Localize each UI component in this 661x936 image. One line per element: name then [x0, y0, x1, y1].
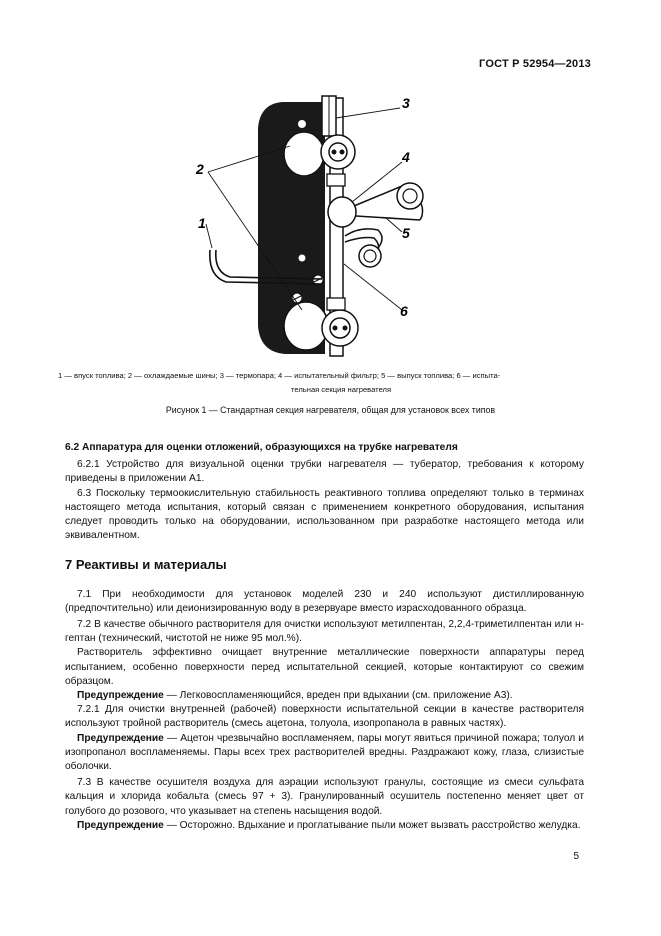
warning-3-text: — Осторожно. Вдыхание и проглатывание пыли может вызвать расстройство желудка.	[163, 819, 581, 831]
warning-1-text: — Легковоспламеняющийся, вреден при вдыхании (см. приложение А3).	[163, 690, 513, 702]
paragraph-7-2: 7.2 В качестве обычного растворителя для очистки используют метилпентан, 2,2,4-триметилпентан или н-гептан (технический, чистотой не ниже 95 мол.%).	[65, 619, 584, 645]
paragraph-6-3: 6.3 Поскольку термоокислительную стабильность реактивного топлива определяют только в терминах настоящего метода испытания, который связан с применением конкретного оборудования, испытания следует проводить только на оборудовании, использованном при разработке настоящего метода или эквивалентном.	[65, 487, 584, 542]
warning-1-label: Предупреждение	[77, 690, 164, 702]
legend-line-1: 1 — впуск топлива; 2 — охлаждаемые шины; 3 — термопара; 4 — испытательный фильтр; 5 — выпуск топлива; 6 — испыта-	[58, 371, 501, 380]
callout-6: 6	[400, 303, 408, 319]
paragraph-7-1: 7.1 При необходимости для установок моделей 230 и 240 используют дистиллированную (предпочтительно) или деионизированную воду в резервуаре вместо израсходованного образца.	[65, 588, 584, 614]
warning-2-label: Предупреждение	[77, 732, 164, 744]
figure-legend	[58, 369, 603, 397]
section-6-2-heading: 6.2 Аппаратура для оценки отложений, образующихся на трубке нагревателя	[65, 442, 458, 453]
paragraph-solvent: Растворитель эффективно очищает внутренние металлические поверхности аппаратуры перед испытанием, особенно поверхности перед испытательной секцией, которые контактируют со свежим образцом.	[65, 647, 584, 687]
document-body	[65, 441, 584, 833]
paragraph-7-2-1: 7.2.1 Для очистки внутренней (рабочей) поверхности испытательной секции в качестве растворителя используют тройной растворитель (смесь ацетона, толуола, изопропанола в равных частях).	[65, 704, 584, 730]
warning-1	[65, 689, 584, 703]
standard-designation: ГОСТ Р 52954—2013	[479, 58, 591, 70]
heater-section-figure	[190, 88, 430, 370]
callout-4: 4	[402, 149, 410, 165]
warning-2	[65, 732, 584, 775]
figure-caption: Рисунок 1 — Стандартная секция нагревателя, общая для установок всех типов	[165, 405, 496, 415]
paragraph-6-2-1: 6.2.1 Устройство для визуальной оценки трубки нагревателя — тубератор, требования к которому приведены в приложении А1.	[65, 459, 584, 485]
callout-1: 1	[198, 215, 206, 231]
callout-3: 3	[402, 95, 410, 111]
warning-3	[65, 819, 584, 833]
warning-2-text: — Ацетон чрезвычайно воспламеняем, пары могут явиться причиной пожара; толуол и изопропанол воспламеняемы. Пары всех трех растворителей вредны. Раздражают кожу, глаза, слизистые оболочки.	[65, 732, 584, 773]
warning-3-label: Предупреждение	[77, 819, 164, 831]
paragraph-7-3: 7.3 В качестве осушителя воздуха для аэрации используют гранулы, состоящие из смеси сульфата кальция и хлорида кобальта (смесь 97 + 3). Гранулированный осушитель постепенно меняет цвет от голубого до розового, что указывает на степень насыщения водой.	[65, 777, 584, 817]
page-number: 5	[573, 851, 579, 862]
section-7-heading: 7 Реактивы и материалы	[65, 557, 227, 573]
legend-line-2: тельная секция нагревателя	[291, 385, 392, 394]
callout-5: 5	[402, 225, 410, 241]
callout-2: 2	[196, 161, 204, 177]
